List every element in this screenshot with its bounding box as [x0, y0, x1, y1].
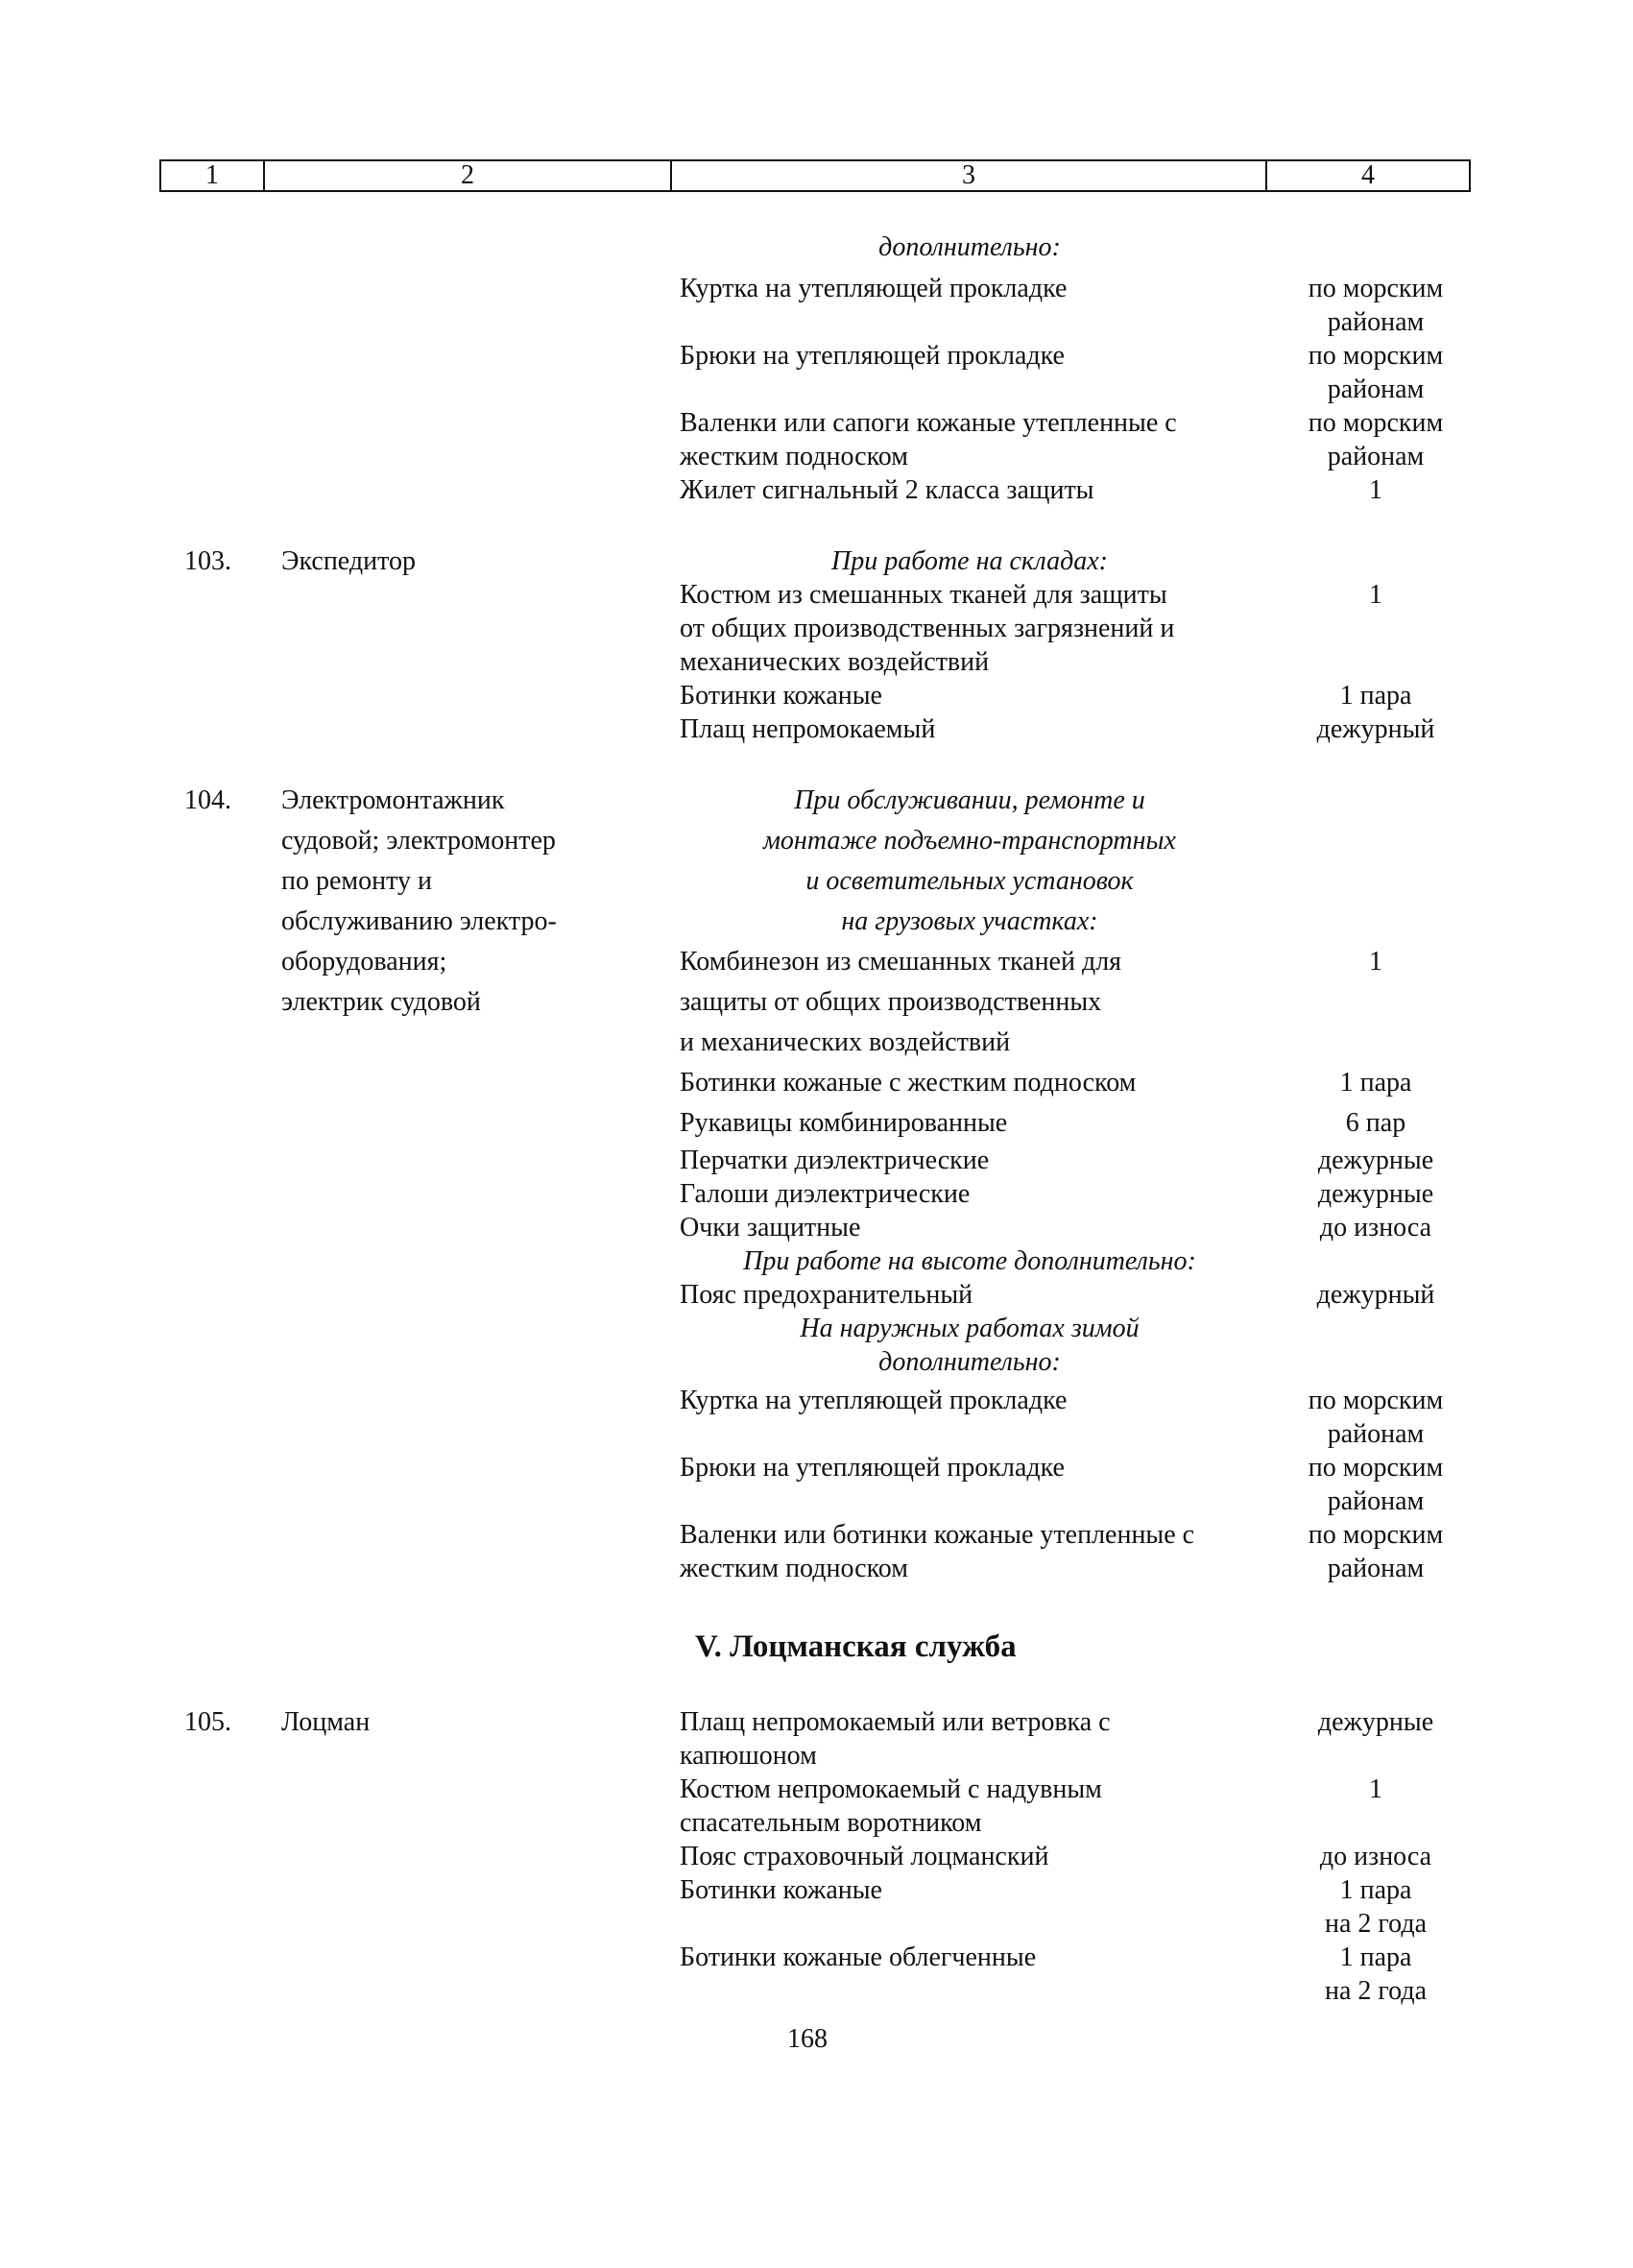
column-header-3: 3 — [962, 160, 975, 190]
quantity-cell: до износа — [1319, 1842, 1432, 1871]
equipment-item: и механических воздействий — [680, 1027, 1011, 1057]
quantity-cell: по морским — [1308, 274, 1444, 303]
condition-heading: При работе на складах: — [830, 546, 1109, 576]
equipment-item: от общих производственных загрязнений и — [680, 614, 1175, 643]
equipment-item: Валенки или сапоги кожаные утепленные с — [680, 408, 1177, 438]
quantity-cell: 1 — [1369, 947, 1382, 977]
equipment-item: Перчатки диэлектрические — [680, 1146, 990, 1175]
equipment-item: спасательным воротником — [680, 1808, 982, 1838]
equipment-item: Костюм из смешанных тканей для защиты — [680, 580, 1167, 610]
quantity-cell: районам — [1327, 442, 1425, 471]
quantity-cell: районам — [1327, 1486, 1425, 1516]
profession-text: по ремонту и — [281, 866, 432, 896]
equipment-item: Ботинки кожаные — [680, 1875, 882, 1905]
equipment-item: Костюм непромокаемый с надувным — [680, 1774, 1102, 1804]
profession-text: оборудования; — [281, 947, 447, 977]
equipment-item: Куртка на утепляющей прокладке — [680, 1386, 1068, 1415]
equipment-item: Пояс предохранительный — [680, 1280, 973, 1310]
quantity-cell: дежурный — [1316, 714, 1435, 744]
equipment-item: Очки защитные — [680, 1213, 861, 1243]
row-number: 105. — [184, 1707, 231, 1737]
condition-heading: монтаже подъемно-транспортных — [763, 826, 1176, 856]
equipment-item: Валенки или ботинки кожаные утепленные с — [680, 1520, 1195, 1550]
quantity-cell: по морским — [1308, 341, 1444, 371]
quantity-cell: 1 пара — [1339, 1068, 1412, 1098]
column-header-2: 2 — [461, 160, 474, 190]
condition-heading: На наружных работах зимой — [800, 1314, 1140, 1343]
condition-heading: дополнительно: — [878, 1347, 1061, 1377]
quantity-cell: районам — [1327, 1419, 1425, 1449]
quantity-cell: 1 пара — [1339, 1942, 1412, 1972]
condition-heading: дополнительно: — [878, 232, 1061, 262]
profession-text: Экспедитор — [281, 546, 416, 576]
profession-text: обслуживанию электро- — [281, 906, 557, 936]
quantity-cell: 1 — [1369, 580, 1382, 610]
quantity-cell: 1 — [1369, 475, 1382, 505]
row-number: 104. — [184, 785, 231, 815]
quantity-cell: районам — [1327, 374, 1425, 404]
equipment-item: Плащ непромокаемый или ветровка с — [680, 1707, 1111, 1737]
profession-text: Лоцман — [281, 1707, 371, 1737]
condition-heading: При работе на высоте дополнительно: — [743, 1246, 1196, 1276]
equipment-item: капюшоном — [680, 1741, 817, 1771]
equipment-item: Ботинки кожаные облегченные — [680, 1942, 1037, 1972]
condition-heading: и осветительных установок — [805, 866, 1134, 896]
quantity-cell: 1 пара — [1339, 681, 1412, 711]
equipment-item: Ботинки кожаные — [680, 681, 882, 711]
quantity-cell: 1 — [1369, 1774, 1382, 1804]
section-title: V. Лоцманская служба — [695, 1629, 1017, 1664]
quantity-cell: районам — [1327, 307, 1425, 337]
equipment-item: Куртка на утепляющей прокладке — [680, 274, 1068, 303]
equipment-item: жестким подноском — [680, 442, 908, 471]
equipment-item: механических воздействий — [680, 647, 990, 677]
equipment-item: жестким подноском — [680, 1554, 908, 1583]
quantity-cell: по морским — [1308, 408, 1444, 438]
equipment-item: Брюки на утепляющей прокладке — [680, 341, 1065, 371]
equipment-item: Жилет сигнальный 2 класса защиты — [680, 475, 1094, 505]
quantity-cell: дежурные — [1317, 1146, 1434, 1175]
quantity-cell: дежурный — [1316, 1280, 1435, 1310]
column-header-4: 4 — [1361, 160, 1375, 190]
equipment-item: Комбинезон из смешанных тканей для — [680, 947, 1122, 977]
quantity-cell: 1 пара — [1339, 1875, 1412, 1905]
quantity-cell: дежурные — [1317, 1179, 1434, 1209]
condition-heading: При обслуживании, ремонте и — [794, 785, 1145, 815]
row-number: 103. — [184, 546, 231, 576]
profession-text: Электромонтажник — [281, 785, 505, 815]
quantity-cell: по морским — [1308, 1520, 1444, 1550]
column-header-1: 1 — [205, 160, 219, 190]
quantity-cell: дежурные — [1317, 1707, 1434, 1737]
profession-text: судовой; электромонтер — [281, 826, 556, 856]
equipment-item: Плащ непромокаемый — [680, 714, 936, 744]
equipment-item: Галоши диэлектрические — [680, 1179, 971, 1209]
quantity-cell: 6 пар — [1345, 1108, 1406, 1138]
column-header-row — [159, 159, 1471, 192]
quantity-cell: по морским — [1308, 1386, 1444, 1415]
quantity-cell: до износа — [1319, 1213, 1432, 1243]
equipment-item: Брюки на утепляющей прокладке — [680, 1453, 1065, 1483]
equipment-item: Ботинки кожаные с жестким подноском — [680, 1068, 1137, 1098]
condition-heading: на грузовых участках: — [841, 906, 1098, 936]
quantity-cell: по морским — [1308, 1453, 1444, 1483]
equipment-item: защиты от общих производственных — [680, 987, 1102, 1017]
page-number: 168 — [787, 2024, 828, 2054]
equipment-item: Рукавицы комбинированные — [680, 1108, 1008, 1138]
quantity-cell: районам — [1327, 1554, 1425, 1583]
profession-text: электрик судовой — [281, 987, 481, 1017]
equipment-item: Пояс страховочный лоцманский — [680, 1842, 1049, 1871]
quantity-cell: на 2 года — [1324, 1976, 1428, 2006]
quantity-cell: на 2 года — [1324, 1909, 1428, 1939]
